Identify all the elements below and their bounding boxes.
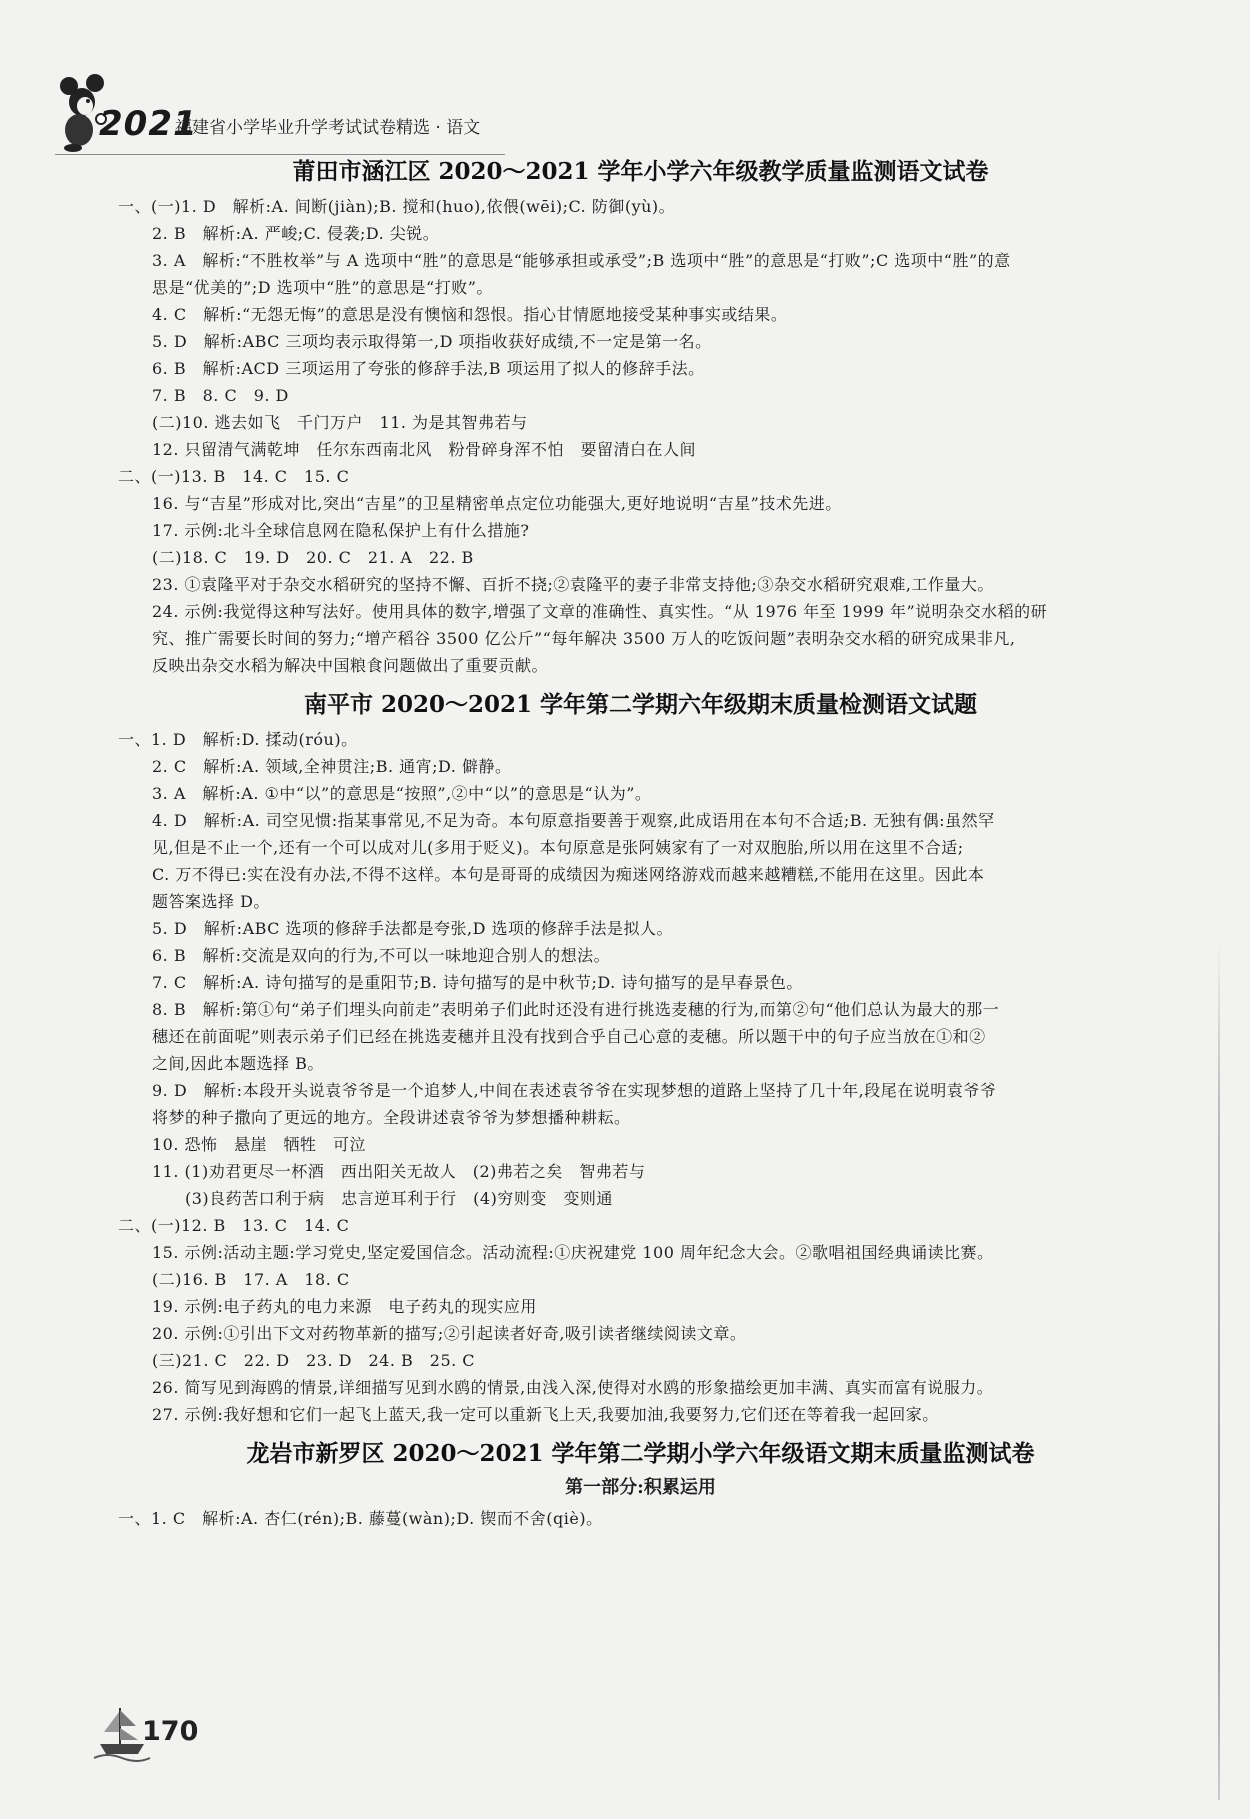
answer-line: (三)21. C 22. D 23. D 24. B 25. C — [152, 1351, 476, 1370]
answer-line: 20. 示例:①引出下文对药物革新的描写;②引起读者好奇,吸引读者继续阅读文章。 — [152, 1324, 747, 1343]
page-footer — [92, 1700, 212, 1770]
page-edge-shadow — [1218, 940, 1220, 1800]
section-gap — [118, 1428, 1163, 1439]
answer-content — [118, 157, 1163, 1532]
answer-line: 究、推广需要长时间的努力;“增产稻谷 3500 亿公斤”“每年解决 3500 万人的吃饭问题”表明杂交水稻的研究成果非凡, — [152, 629, 1016, 648]
section-subtitle: 第一部分:积累运用 — [565, 1477, 716, 1498]
answer-line: 2. B 解析:A. 严峻;C. 侵袭;D. 尖锐。 — [152, 224, 440, 243]
answer-line: 19. 示例:电子药丸的电力来源 电子药丸的现实应用 — [152, 1297, 537, 1316]
answer-line: 一、1. C 解析:A. 杏仁(rén);B. 藤蔓(wàn);D. 锲而不舍(qiè)。 — [118, 1509, 603, 1528]
answer-line: 8. B 解析:第①句“弟子们埋头向前走”表明弟子们此时还没有进行挑选麦穗的行为,而第②句“他们总认为最大的那一 — [152, 1000, 1000, 1019]
answer-line: (二)10. 逃去如飞 千门万户 11. 为是其智弗若与 — [152, 413, 528, 432]
answer-line: 27. 示例:我好想和它们一起飞上蓝天,我一定可以重新飞上天,我要加油,我要努力,它们还在等着我一起回家。 — [152, 1405, 939, 1424]
answer-line: 5. D 解析:ABC 三项均表示取得第一,D 项指收获好成绩,不一定是第一名。 — [152, 332, 712, 351]
section-title: 莆田市涵江区 2020～2021 学年小学六年级教学质量监测语文试卷 — [292, 158, 989, 185]
answer-line: 4. C 解析:“无怨无悔”的意思是没有懊恼和怨恨。指心甘情愿地接受某种事实或结果。 — [152, 305, 788, 324]
answer-line: 12. 只留清气满乾坤 任尔东西南北风 粉骨碎身浑不怕 要留清白在人间 — [152, 440, 697, 459]
answer-line: 3. A 解析:“不胜枚举”与 A 选项中“胜”的意思是“能够承担或承受”;B 选项中“胜”的意思是“打败”;C 选项中“胜”的意 — [152, 251, 1011, 270]
answer-line: 6. B 解析:ACD 三项运用了夸张的修辞手法,B 项运用了拟人的修辞手法。 — [152, 359, 705, 378]
answer-line: (二)18. C 19. D 20. C 21. A 22. B — [152, 548, 474, 567]
answer-line: 反映出杂交水稻为解决中国粮食问题做出了重要贡献。 — [152, 656, 549, 675]
answer-line: 二、(一)13. B 14. C 15. C — [118, 467, 350, 486]
answer-line: 思是“优美的”;D 选项中“胜”的意思是“打败”。 — [152, 278, 493, 297]
answer-line: 题答案选择 D。 — [152, 892, 270, 911]
answer-line: 10. 恐怖 悬崖 牺牲 可泣 — [152, 1135, 367, 1154]
answer-line: 将梦的种子撒向了更远的地方。全段讲述袁爷爷为梦想播种耕耘。 — [152, 1108, 631, 1127]
header-series-title: 福建省小学毕业升学考试试卷精选 · 语文 — [175, 118, 481, 138]
answer-line: 之间,因此本题选择 B。 — [152, 1054, 324, 1073]
answer-line: 2. C 解析:A. 领域,全神贯注;B. 通宵;D. 僻静。 — [152, 757, 512, 776]
answer-line: 26. 简写见到海鸥的情景,详细描写见到水鸥的情景,由浅入深,使得对水鸥的形象描绘更加丰满、真实而富有说服力。 — [152, 1378, 994, 1397]
answer-line: 见,但是不止一个,还有一个可以成对儿(多用于贬义)。本句原意是张阿姨家有了一对双胞胎,所以用在这里不合适; — [152, 838, 964, 857]
answer-line: 16. 与“吉星”形成对比,突出“吉星”的卫星精密单点定位功能强大,更好地说明“吉星”技术先进。 — [152, 494, 842, 513]
answer-line: 23. ①袁隆平对于杂交水稻研究的坚持不懈、百折不挠;②袁隆平的妻子非常支持他;③杂交水稻研究艰难,工作量大。 — [152, 575, 994, 594]
section-title: 龙岩市新罗区 2020～2021 学年第二学期小学六年级语文期末质量监测试卷 — [246, 1440, 1035, 1467]
header-year: 2021 — [99, 104, 198, 144]
page-header — [55, 70, 535, 160]
answer-line: 15. 示例:活动主题:学习党史,坚定爱国信念。活动流程:①庆祝建党 100 周年纪念大会。②歌唱祖国经典诵读比赛。 — [152, 1243, 994, 1262]
section-title: 南平市 2020～2021 学年第二学期六年级期末质量检测语文试题 — [303, 691, 978, 718]
answer-line: 4. D 解析:A. 司空见惯:指某事常见,不足为奇。本句原意指要善于观察,此成语用在本句不合适;B. 无独有偶:虽然罕 — [152, 811, 995, 830]
header-divider — [55, 154, 505, 155]
answer-line: 5. D 解析:ABC 选项的修辞手法都是夸张,D 选项的修辞手法是拟人。 — [152, 919, 674, 938]
answer-line: 6. B 解析:交流是双向的行为,不可以一味地迎合别人的想法。 — [152, 946, 611, 965]
answer-line: (3)良药苦口利于病 忠言逆耳利于行 (4)穷则变 变则通 — [185, 1189, 613, 1208]
answer-line: 穗还在前面呢”则表示弟子们已经在挑选麦穗并且没有找到合乎自己心意的麦穗。所以题干中的句子应当放在①和② — [152, 1027, 986, 1046]
answer-line: 7. C 解析:A. 诗句描写的是重阳节;B. 诗句描写的是中秋节;D. 诗句描写的是早春景色。 — [152, 973, 803, 992]
answer-line: 一、1. D 解析:D. 揉动(róu)。 — [118, 730, 358, 749]
answer-line: 二、(一)12. B 13. C 14. C — [118, 1216, 350, 1235]
answer-line: 11. (1)劝君更尽一杯酒 西出阳关无故人 (2)弗若之矣 智弗若与 — [152, 1162, 646, 1181]
answer-line: 3. A 解析:A. ①中“以”的意思是“按照”,②中“以”的意思是“认为”。 — [152, 784, 652, 803]
answer-line: 一、(一)1. D 解析:A. 间断(jiàn);B. 搅和(huo),依偎(wēi);C. 防御(yù)。 — [118, 197, 676, 216]
answer-line: 7. B 8. C 9. D — [152, 386, 289, 405]
answer-line: 17. 示例:北斗全球信息网在隐私保护上有什么措施? — [152, 521, 530, 540]
answer-line: (二)16. B 17. A 18. C — [152, 1270, 350, 1289]
answer-line: 9. D 解析:本段开头说袁爷爷是一个追梦人,中间在表述袁爷爷在实现梦想的道路上坚持了几十年,段尾在说明袁爷爷 — [152, 1081, 997, 1100]
answer-line: C. 万不得已:实在没有办法,不得不这样。本句是哥哥的成绩因为痴迷网络游戏而越来越糟糕,不能用在这里。因此本 — [152, 865, 985, 884]
answer-line: 24. 示例:我觉得这种写法好。使用具体的数字,增强了文章的准确性、真实性。“从 1976 年至 1999 年”说明杂交水稻的研 — [152, 602, 1048, 621]
page-number: 170 — [142, 1716, 199, 1747]
section-gap — [118, 679, 1163, 690]
